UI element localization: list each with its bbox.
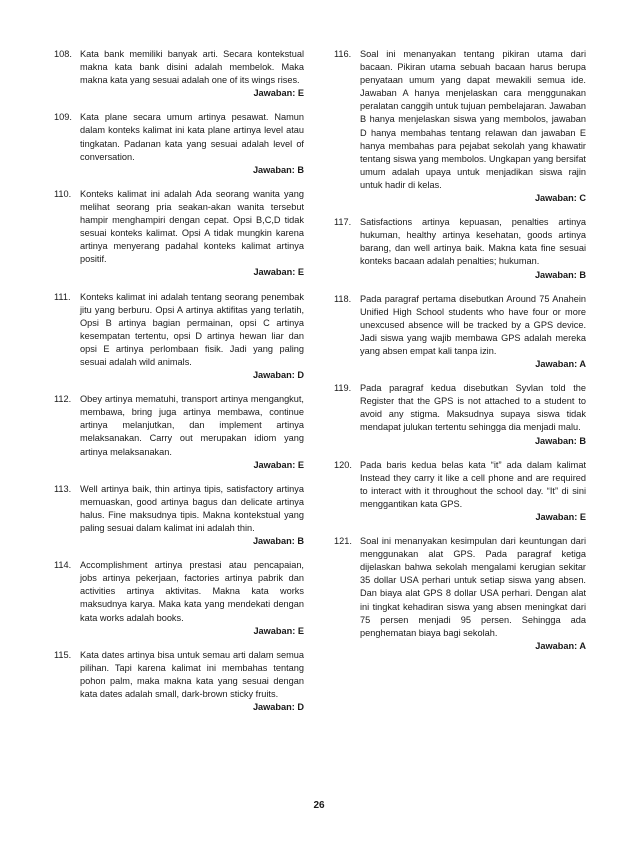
explanation-text: Kata plane secara umum artinya pesawat. Namun dalam konteks kalimat ini kata plane artinya level atau tingkatan. Padanan kata yang sesuai adalah level of conversation. <box>80 112 304 162</box>
answer-key: Jawaban: D <box>252 370 304 381</box>
answer-key: Jawaban: B <box>252 164 304 175</box>
answer-key: Jawaban: D <box>252 702 304 713</box>
answer-key: Jawaban: E <box>253 625 304 636</box>
answer-key: Jawaban: E <box>253 459 304 470</box>
explanation-text: Kata bank memiliki banyak arti. Secara kontekstual makna kata bank disini adalah membelok. Maka makna kata yang sesuai adalah one of its wings rises. <box>80 49 304 86</box>
answer-key: Jawaban: E <box>253 88 304 99</box>
explanation-text: Pada paragraf kedua disebutkan Syvlan told the Register that the GPS is not attached to a student to avoid any stigma. Maksudnya supaya siswa tidak mendapat julukan tertentu sehingga dia menjadi malu. <box>360 383 586 433</box>
question-item-108 <box>54 48 304 100</box>
question-item-110 <box>54 188 304 280</box>
answer-key: Jawaban: A <box>535 640 586 651</box>
question-item-120 <box>334 459 586 524</box>
question-item-114 <box>54 559 304 638</box>
question-number: 109. <box>54 112 72 123</box>
question-number: 117. <box>334 217 352 228</box>
explanation-text: Satisfactions artinya kepuasan, penalties artinya hukuman, healthy artinya kesehatan, goods artinya barang, dan well artinya baik. Makna kata fine sesuai konteks bacaan adalah penalties; hukuman. <box>360 217 586 267</box>
question-item-121 <box>334 535 586 653</box>
question-number: 118. <box>334 293 352 304</box>
answer-key: Jawaban: C <box>534 193 586 204</box>
question-item-109 <box>54 111 304 176</box>
answer-key: Jawaban: A <box>535 359 586 370</box>
question-item-117 <box>334 216 586 281</box>
left-column <box>54 48 304 714</box>
question-item-112 <box>54 393 304 472</box>
explanation-text: Kata dates artinya bisa untuk semau arti dalam semua pilihan. Tapi karena kalimat ini membahas tentang pohon palm, maka makna kata yang sesuai dengan kata dates adalah small, dark-brown sticky fruits. <box>80 649 304 700</box>
question-number: 108. <box>54 49 72 59</box>
question-number: 111. <box>54 291 71 302</box>
explanation-text: Soal ini menanyakan kesimpulan dari keuntungan dari menggunakan alat GPS. Pada paragraf ketiga dijelaskan bahwa sekolah mengalami kerugian sekitar 35 dollar USA perhari untuk setiap siswa yang absen. Dan biaya alat GPS 8 dollar USA perhari. Dengan alat ini tingkat kehadiran siswa yang absen meningkat dari 75 persen menjadi 95 persen. Sehingga ada penghematan biaya bagi sekolah. <box>360 536 586 638</box>
explanation-text: Konteks kalimat ini adalah tentang seorang penembak jitu yang berburu. Opsi A artinya aktifitas yang terlatih, Opsi B artinya bagian permainan, opsi C artinya kesempatan tertentu, opsi D artinya hewan liar dan opsi E artinya perlombaan fisik. Jadi yang paling sesuai adalah wild animals. <box>80 291 304 367</box>
explanation-text: Well artinya baik, thin artinya tipis, satisfactory artinya memuaskan, good artinya bagus dan delicate artinya halus. Fine maksudnya tipis. Makna kontekstual yang paling sesuai dalam kalimat ini adalah thin. <box>80 483 304 533</box>
question-item-119 <box>334 382 586 447</box>
question-number: 113. <box>54 483 72 494</box>
answer-key: Jawaban: B <box>534 435 586 446</box>
question-number: 112. <box>54 394 72 405</box>
answer-key: Jawaban: B <box>534 269 586 280</box>
question-number: 120. <box>334 459 352 470</box>
question-number: 115. <box>54 649 72 660</box>
explanation-text: Obey artinya mematuhi, transport artinya mengangkut, membawa, bring juga artinya membawa, continue artinya melanjutkan, dan implement artinya melaksanakan. Carry out merupakan idiom yang artinya melaksanakan. <box>80 394 304 457</box>
question-number: 119. <box>334 383 352 394</box>
question-item-115 <box>54 649 304 714</box>
answer-key: Jawaban: E <box>535 512 586 522</box>
question-item-111 <box>54 291 304 383</box>
page-number: 26 <box>313 800 325 811</box>
explanation-text: Pada baris kedua belas kata “it” ada dalam kalimat Instead they carry it like a cell phone and are required to interact with it throughout the school day. “It” di sini menggantikan kata GPS. <box>360 459 586 509</box>
explanation-text: Konteks kalimat ini adalah Ada seorang wanita yang melihat seorang pria seakan-akan wanita tersebut hampir menghampiri dengan cepat. Opsi B,C,D tidak sesuai konteks kalimat. Opsi A tidak mungkin karena artinya menyerang padahal konteks kalimat artinya positif. <box>80 188 304 265</box>
explanation-text: Pada paragraf pertama disebutkan Around 75 Anahein Unified High School students who have four or more unexcused absence will be tracked by a GPS device. Jadi siswa yang wajib membawa GPS adalah mereka yang absen empat kali tanpa izin. <box>360 293 586 356</box>
right-column <box>334 48 586 653</box>
question-number: 114. <box>54 560 72 571</box>
question-number: 116. <box>334 49 352 59</box>
answer-key: Jawaban: E <box>253 267 304 278</box>
question-item-116 <box>334 48 586 205</box>
explanation-text: Accomplishment artinya prestasi atau pencapaian, jobs artinya pekerjaan, factories artinya pabrik dan activities artinya aktivitas. Makna kata works maksudnya karya. Maka kata yang mendekati dengan kata works adalah books. <box>80 560 304 623</box>
question-item-118 <box>334 293 586 372</box>
answer-key: Jawaban: B <box>252 536 304 547</box>
question-number: 121. <box>334 536 352 547</box>
explanation-text: Soal ini menanyakan tentang pikiran utama dari bacaan. Pikiran utama sebuah bacaan harus berupa penyataan umum yang dapat mewakili semua ide. Jawaban A hanya menjelaskan cara menggunakan peralatan canggih untuk tujuan pembelajaran. Jawaban B hanya menjelaskan siswa yang membolos, jawaban D hanya membahas tentang relawan dan jawaban E hanya membahas para pejabat sekolah yang khawatir tentang siswa yang membolos. Ungkapan yang bersifat umum adalah upaya untuk menjadikan siswa rajin untuk hadir di kelas. <box>360 49 586 190</box>
question-item-113 <box>54 483 304 548</box>
question-number: 110. <box>54 188 72 199</box>
